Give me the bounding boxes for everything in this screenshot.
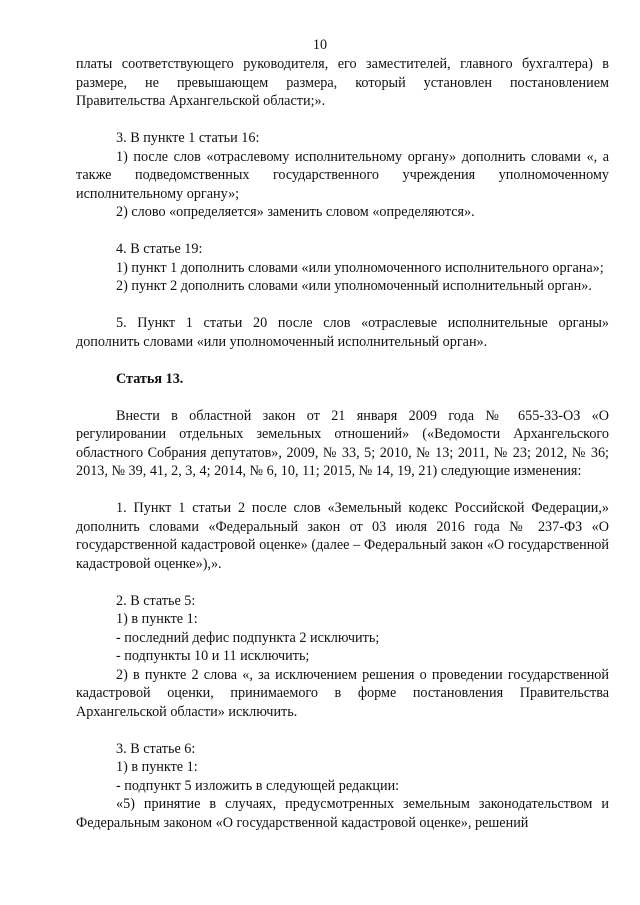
paragraph: «5) принятие в случаях, предусмотренных земельным законодательством и Федеральным законом «О государственной кадастровой оценке», решений	[76, 796, 609, 831]
paragraph: - подпункт 5 изложить в следующей редакции:	[116, 777, 400, 794]
document-body	[76, 55, 609, 832]
paragraph: - подпункты 10 и 11 исключить;	[116, 648, 310, 664]
paragraph-spacer	[76, 351, 609, 370]
page-number: 10	[312, 37, 328, 53]
paragraph: 5. Пункт 1 статьи 20 после слов «отраслевые исполнительные органы» дополнить словами «или уполномоченный исполнительный орган».	[76, 315, 609, 350]
paragraph: 1. Пункт 1 статьи 2 после слов «Земельный кодекс Российской Федерации,» дополнить словами «Федеральный закон от 03 июля 2016 года № 237-ФЗ «О государственной кадастровой оценке» (далее – Федеральный закон «О государственной кадастровой оценке»),».	[76, 500, 609, 572]
paragraph-spacer	[76, 388, 609, 407]
paragraph: - последний дефис подпункта 2 исключить;	[116, 629, 380, 646]
paragraph: 2) пункт 2 дополнить словами «или уполномоченный исполнительный орган».	[116, 278, 592, 294]
paragraph-spacer	[76, 111, 609, 130]
paragraph: Внести в областной закон от 21 января 2009 года № 655-33-ОЗ «О регулировании отдельных земельных отношений» («Ведомости Архангельского областного Собрания депутатов», 2009, № 33, 5; 2010, № 13; 2011, № 23; 2012, № 36; 2013, № 39, 41, 2, 3, 4; 2014, № 6, 10, 11; 2015, № 14, 19, 21) следующие изменения:	[76, 407, 609, 479]
paragraph: 1) после слов «отраслевому исполнительному органу» дополнить словами «, а также подведомственных государственного учреждения уполномоченному исполнительному органу»;	[76, 148, 609, 202]
paragraph-spacer	[76, 481, 609, 500]
paragraph: 1) в пункте 1:	[116, 611, 198, 627]
paragraph: 3. В статье 6:	[116, 740, 196, 757]
paragraph: 1) в пункте 1:	[116, 759, 198, 775]
article-heading: Статья 13.	[116, 370, 184, 387]
paragraph-spacer	[76, 296, 609, 315]
paragraph: 2) слово «определяется» заменить словом «определяются».	[116, 204, 475, 220]
paragraph-spacer	[76, 573, 609, 592]
paragraph: 4. В статье 19:	[116, 241, 203, 257]
paragraph: 2. В статье 5:	[116, 592, 196, 609]
paragraph: 2) в пункте 2 слова «, за исключением решения о проведении государственной кадастровой оценки, принимаемого в форме постановления Правительства Архангельской области» исключить.	[76, 666, 609, 720]
paragraph-spacer	[76, 721, 609, 740]
paragraph: 1) пункт 1 дополнить словами «или уполномоченного исполнительного органа»;	[116, 259, 604, 276]
paragraph-spacer	[76, 222, 609, 241]
paragraph: 3. В пункте 1 статьи 16:	[116, 130, 260, 146]
paragraph: платы соответствующего руководителя, его заместителей, главного бухгалтера) в размере, не превышающем размера, который установлен постановлением Правительства Архангельской области;».	[76, 56, 609, 109]
